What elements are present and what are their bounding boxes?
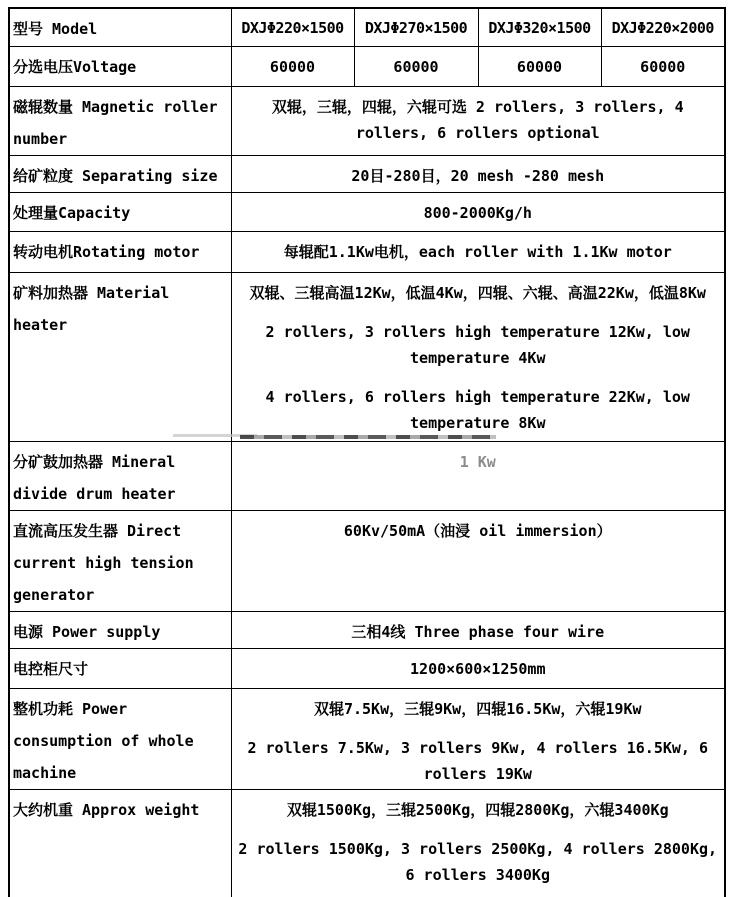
row-value-material-heater	[231, 272, 725, 441]
table-row-hv-generator	[9, 510, 725, 611]
row-value-cabinet-size	[231, 648, 725, 688]
table-row-model	[9, 8, 725, 46]
row-value-capacity	[231, 192, 725, 231]
value-paragraph: 2 rollers, 3 rollers high temperature 12Kw, low temperature 4Kw	[265, 322, 690, 367]
value-paragraph: 1 Kw	[459, 452, 496, 471]
table-row-roller-number	[9, 86, 725, 155]
row-label-separating-size: 给矿粒度 Separating size	[9, 155, 231, 192]
model-cell-1: DXJΦ220×1500	[231, 8, 354, 46]
table-row-capacity	[9, 192, 725, 231]
row-label-power-supply: 电源 Power supply	[9, 611, 231, 648]
row-value-drum-heater	[231, 441, 725, 510]
model-cell-3: DXJΦ320×1500	[478, 8, 601, 46]
value-paragraph: 三相4线 Three phase four wire	[351, 622, 605, 641]
row-label-capacity: 处理量Capacity	[9, 192, 231, 231]
value-paragraph: 20目-280目，20 mesh -280 mesh	[351, 166, 605, 185]
row-label-drum-heater: 分矿鼓加热器 Mineral divide drum heater	[9, 441, 231, 510]
value-paragraph: 双辊、三辊高温12Kw，低温4Kw，四辊、六辊、高温22Kw，低温8Kw	[249, 283, 706, 302]
voltage-cell-3: 60000	[478, 46, 601, 86]
value-paragraph: 4 rollers, 6 rollers high temperature 22Kw, low temperature 8Kw	[265, 387, 690, 432]
voltage-cell-2: 60000	[354, 46, 478, 86]
row-label-model: 型号 Model	[9, 8, 231, 46]
row-label-voltage: 分选电压Voltage	[9, 46, 231, 86]
row-value-power-consumption	[231, 688, 725, 789]
table-row-material-heater	[9, 272, 725, 441]
table-row-separating-size	[9, 155, 725, 192]
row-value-approx-weight	[231, 789, 725, 897]
value-paragraph: 每辊配1.1Kw电机，each roller with 1.1Kw motor	[283, 242, 672, 261]
value-paragraph: 2 rollers 1500Kg, 3 rollers 2500Kg, 4 rollers 2800Kg, 6 rollers 3400Kg	[238, 839, 718, 884]
value-paragraph: 双辊，三辊，四辊，六辊可选 2 rollers, 3 rollers, 4 rollers, 6 rollers optional	[271, 97, 684, 142]
table-row-voltage	[9, 46, 725, 86]
row-label-approx-weight: 大约机重 Approx weight	[9, 789, 231, 897]
row-label-cabinet-size: 电控柜尺寸	[9, 648, 231, 688]
table-row-approx-weight	[9, 789, 725, 897]
value-paragraph: 双辊7.5Kw，三辊9Kw，四辊16.5Kw，六辊19Kw	[313, 699, 642, 718]
value-paragraph: 2 rollers 7.5Kw, 3 rollers 9Kw, 4 rollers 16.5Kw, 6 rollers 19Kw	[247, 738, 709, 783]
spec-table-wrapper	[8, 7, 724, 897]
value-paragraph: 双辊1500Kg，三辊2500Kg，四辊2800Kg，六辊3400Kg	[286, 800, 669, 819]
table-row-cabinet-size	[9, 648, 725, 688]
table-row-rotating-motor	[9, 231, 725, 272]
row-label-roller-number: 磁辊数量 Magnetic roller number	[9, 86, 231, 155]
row-label-hv-generator: 直流高压发生器 Direct current high tension generator	[9, 510, 231, 611]
row-label-power-consumption: 整机功耗 Power consumption of whole machine	[9, 688, 231, 789]
value-paragraph: 1200×600×1250mm	[410, 659, 546, 678]
voltage-cell-4: 60000	[601, 46, 725, 86]
model-cell-4: DXJΦ220×2000	[601, 8, 725, 46]
row-value-power-supply	[231, 611, 725, 648]
spec-table	[8, 7, 726, 897]
row-label-rotating-motor: 转动电机Rotating motor	[9, 231, 231, 272]
value-paragraph: 60Kv/50mA（油浸 oil immersion）	[343, 521, 612, 540]
row-value-roller-number	[231, 86, 725, 155]
row-value-hv-generator	[231, 510, 725, 611]
watermark-remnant-dashes	[240, 435, 496, 439]
row-value-separating-size	[231, 155, 725, 192]
row-value-rotating-motor	[231, 231, 725, 272]
value-paragraph: 800-2000Kg/h	[423, 203, 532, 222]
model-cell-2: DXJΦ270×1500	[354, 8, 478, 46]
table-row-power-consumption	[9, 688, 725, 789]
table-row-drum-heater	[9, 441, 725, 510]
table-row-power-supply	[9, 611, 725, 648]
voltage-cell-1: 60000	[231, 46, 354, 86]
row-label-material-heater: 矿料加热器 Material heater	[9, 272, 231, 441]
